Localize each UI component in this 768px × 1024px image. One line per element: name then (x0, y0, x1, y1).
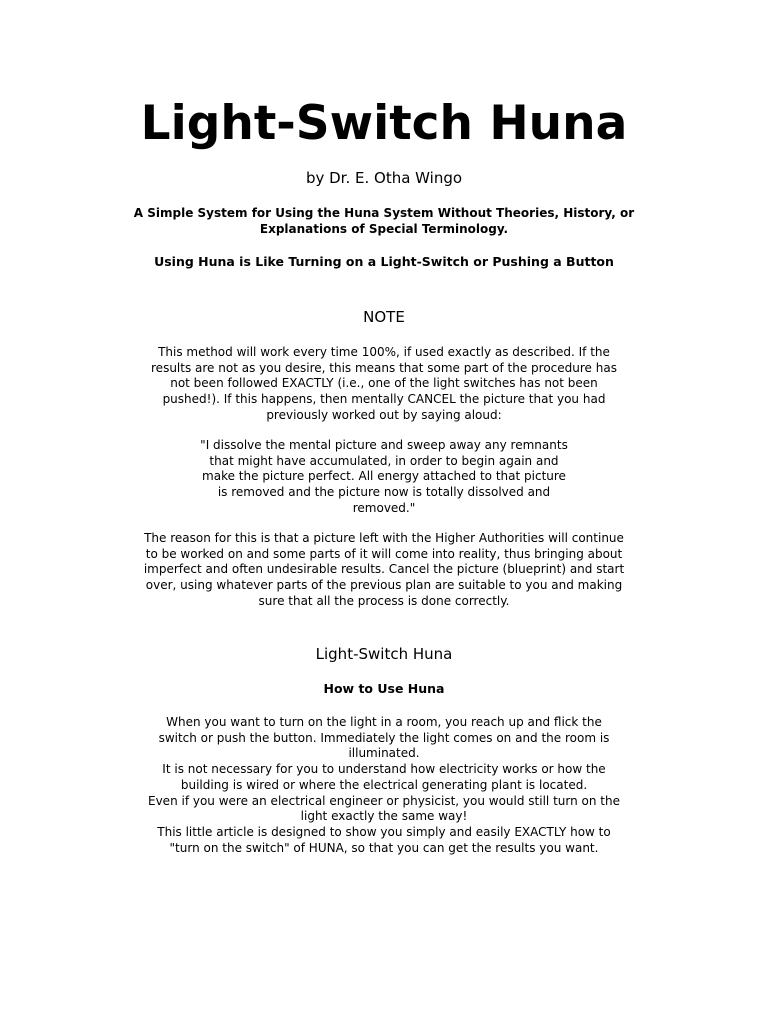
document-title: Light-Switch Huna (140, 96, 628, 151)
subsection-heading: How to Use Huna (323, 681, 445, 696)
section-heading: Light-Switch Huna (315, 645, 453, 663)
document-tagline: Using Huna is Like Turning on a Light-Switch or Pushing a Button (154, 254, 614, 269)
note-heading: NOTE (363, 308, 405, 326)
usage-line: It is not necessary for you to understand how electricity works or how the building is wired or where the electrical generating plant is located. (162, 762, 606, 792)
usage-line: Even if you were an electrical engineer or physicist, you would still turn on the light exactly the same way! (148, 793, 620, 824)
document-subtitle: A Simple System for Using the Huna System Without Theories, History, or Explanations of Special Terminology. (133, 206, 635, 236)
cancel-quote: "I dissolve the mental picture and sweep away any remnants that might have accumulated, in order to begin again and make the picture perfect. All energy attached to that picture is removed and the picture now is totally dissolved and removed." (200, 438, 568, 515)
usage-line: This little article is designed to show you simply and easily EXACTLY how to "turn on the switch" of HUNA, so that you can get the results you want. (157, 824, 611, 855)
author-byline: by Dr. E. Otha Wingo (305, 169, 463, 187)
reason-paragraph: The reason for this is that a picture left with the Higher Authorities will continue to be worked on and some parts of it will come into reality, thus bringing about imperfect and often undesirable results. Cancel the picture (blueprint) and start over, using whatever parts of the previous plan are suitable to you and making sure that all the process is done correctly. (143, 531, 625, 608)
usage-line: When you want to turn on the light in a room, you reach up and flick the switch or push the button. Immediately the light comes on and the room is illuminated. (158, 715, 610, 761)
usage-paragraph (146, 715, 622, 856)
note-paragraph: This method will work every time 100%, if used exactly as described. If the results are not as you desire, this means that some part of the procedure has not been followed EXACTLY (i.e., one of the light switches has not been pushed!). If this happens, then mentally CANCEL the picture that you had previously worked out by saying aloud: (151, 345, 617, 422)
